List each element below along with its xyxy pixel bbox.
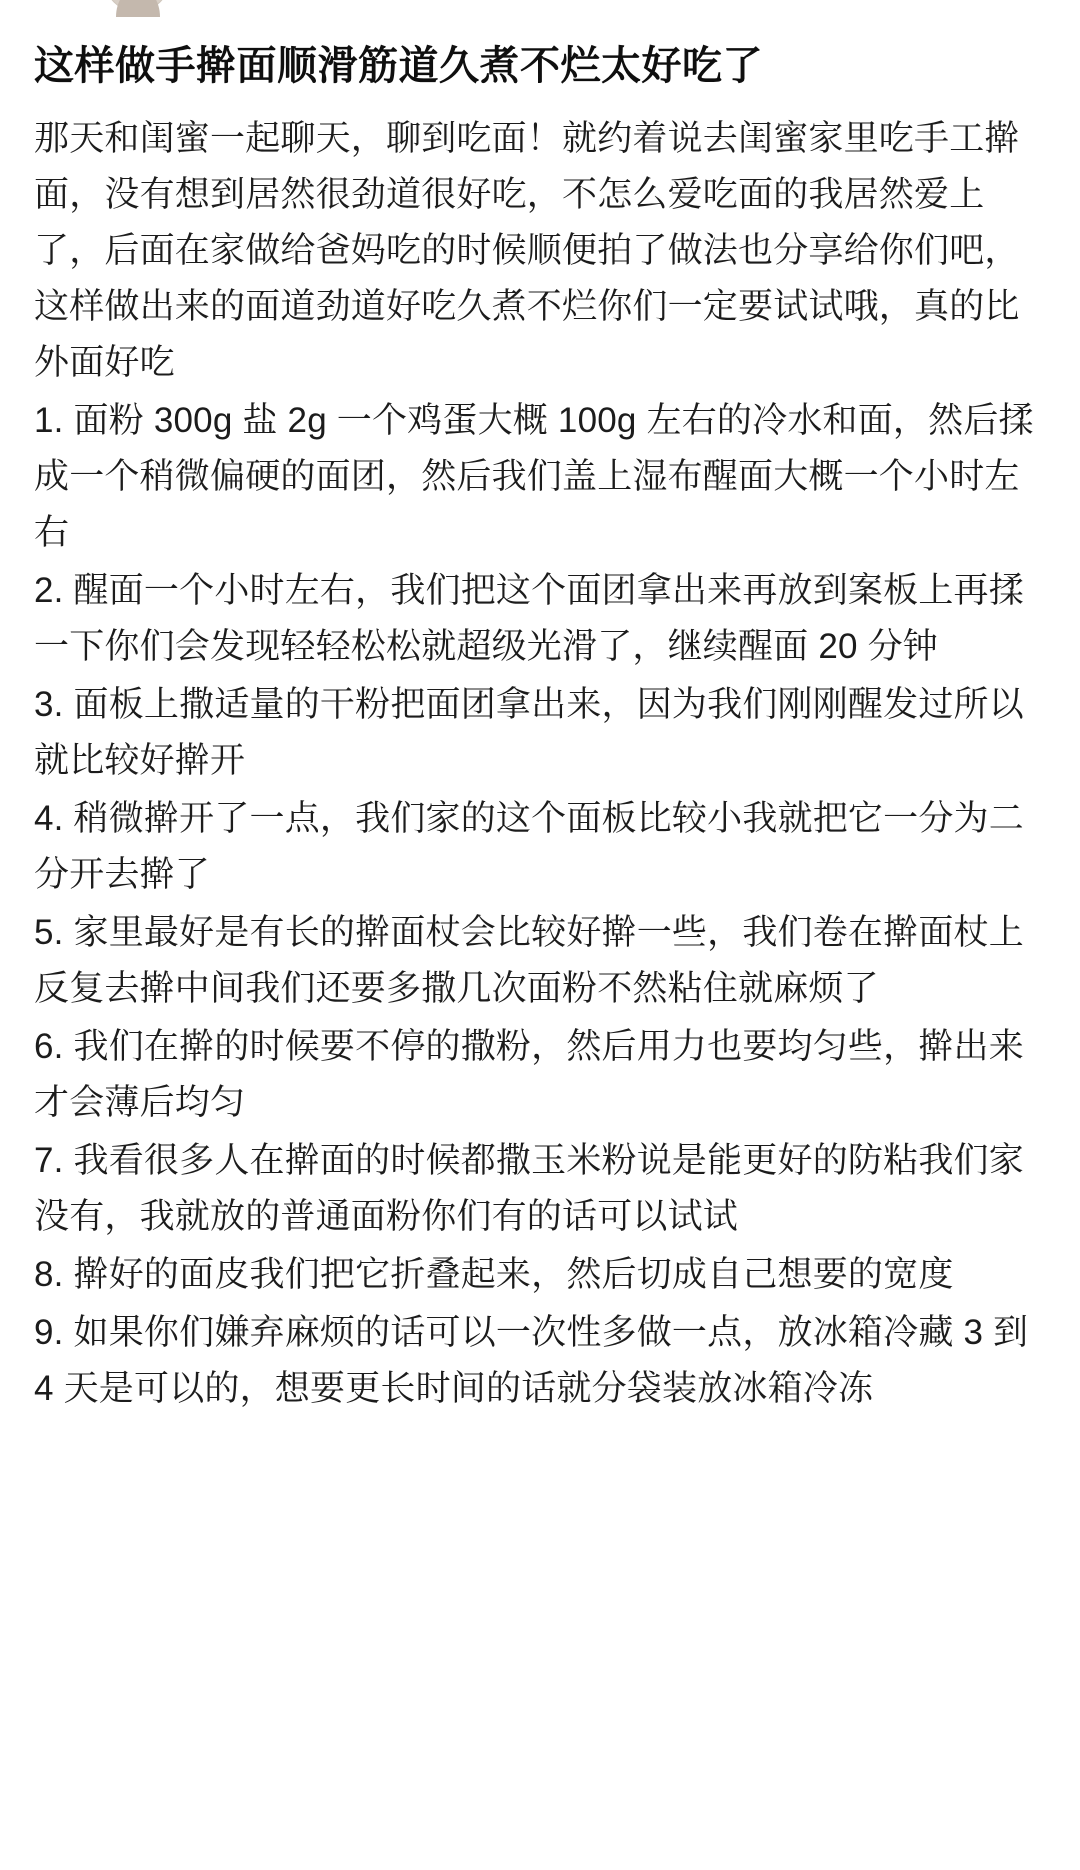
paragraph-step-3: 3. 面板上撒适量的干粉把面团拿出来，因为我们刚刚醒发过所以就比较好擀开	[34, 684, 1024, 780]
paragraph-step-8: 8. 擀好的面皮我们把它折叠起来，然后切成自己想要的宽度	[34, 1254, 954, 1294]
paragraph-step-1: 1. 面粉 300g 盐 2g 一个鸡蛋大概 100g 左右的冷水和面，然后揉成一个稍微偏硬的面团，然后我们盖上湿布醒面大概一个小时左右	[34, 400, 1034, 552]
paragraph-step-9: 9. 如果你们嫌弃麻烦的话可以一次性多做一点，放冰箱冷藏 3 到 4 天是可以的，想要更长时间的话就分袋装放冰箱冷冻	[34, 1312, 1039, 1408]
paragraph-step-4: 4. 稍微擀开了一点，我们家的这个面板比较小我就把它一分为二分开去擀了	[34, 798, 1024, 894]
page-title: 这样做手擀面顺滑筋道久煮不烂太好吃了	[34, 44, 763, 88]
paragraph-step-5: 5. 家里最好是有长的擀面杖会比较好擀一些，我们卷在擀面杖上反复去擀中间我们还要多撒几次面粉不然粘住就麻烦了	[34, 912, 1024, 1008]
header-strip	[34, 0, 1046, 18]
paragraph-intro: 那天和闺蜜一起聊天，聊到吃面！就约着说去闺蜜家里吃手工擀面，没有想到居然很劲道很好吃，不怎么爱吃面的我居然爱上了，后面在家做给爸妈吃的时候顺便拍了做法也分享给你们吧，这样做出来的面道劲道好吃久煮不烂你们一定要试试哦，真的比外面好吃	[34, 118, 1020, 382]
paragraph-step-2: 2. 醒面一个小时左右，我们把这个面团拿出来再放到案板上再揉一下你们会发现轻轻松松就超级光滑了，继续醒面 20 分钟	[34, 570, 1024, 666]
paragraph-step-6: 6. 我们在擀的时候要不停的撒粉，然后用力也要均匀些，擀出来才会薄后均匀	[34, 1026, 1024, 1122]
post-body	[34, 111, 1046, 1417]
paragraph-step-7: 7. 我看很多人在擀面的时候都撒玉米粉说是能更好的防粘我们家没有，我就放的普通面粉你们有的话可以试试	[34, 1140, 1024, 1236]
user-avatar-icon[interactable]	[104, 0, 170, 12]
